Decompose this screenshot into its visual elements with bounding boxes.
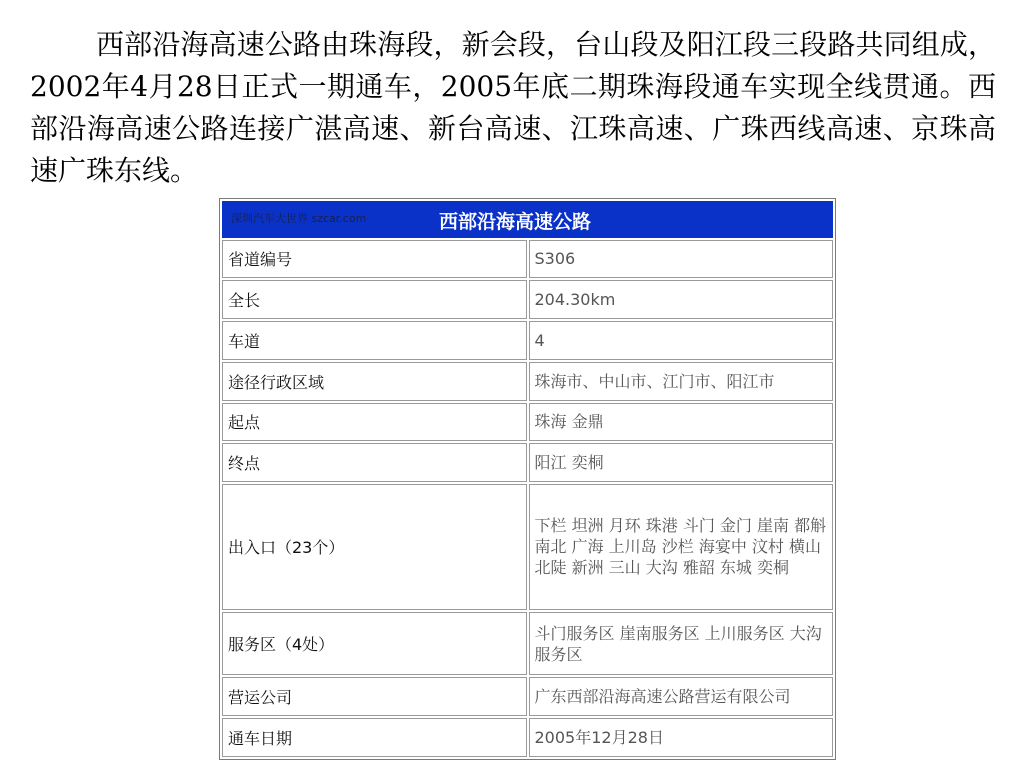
row-label-length: 全长 xyxy=(222,280,527,319)
row-label-regions: 途径行政区域 xyxy=(222,362,527,401)
intro-paragraph: 西部沿海高速公路由珠海段，新会段，台山段及阳江段三段路共同组成，2002年4月28日正式一期通车，2005年底二期珠海段通车实现全线贯通。西部沿海高速公路连接广湛高速、新台高速、江珠高速、广珠西线高速、京珠高速广珠东线。 xyxy=(30,28,996,187)
row-value-start: 珠海 金鼎 xyxy=(529,403,834,442)
row-label-end: 终点 xyxy=(222,443,527,482)
row-label-open-date: 通车日期 xyxy=(222,718,527,757)
row-value-regions: 珠海市、中山市、江门市、阳江市 xyxy=(529,362,834,401)
infobox-table xyxy=(220,199,835,759)
table-row xyxy=(222,362,833,401)
row-value-end: 阳江 奕桐 xyxy=(529,443,834,482)
table-row xyxy=(222,677,833,716)
row-value-open-date: 2005年12月28日 xyxy=(529,718,834,757)
infobox-header xyxy=(222,201,833,238)
table-row xyxy=(222,240,833,279)
table-row xyxy=(222,403,833,442)
table-row xyxy=(222,718,833,757)
row-value-road-number: S306 xyxy=(529,240,834,279)
watermark-text: 深圳汽车大世界 szcar.com xyxy=(231,212,367,225)
row-label-operator: 营运公司 xyxy=(222,677,527,716)
row-value-exits: 下栏 坦洲 月环 珠港 斗门 金门 崖南 都斛 南北 广海 上川岛 沙栏 海宴中 汶村 横山 北陡 新洲 三山 大沟 雅韶 东城 奕桐 xyxy=(529,484,834,610)
highway-infobox xyxy=(219,198,836,760)
row-value-service-areas: 斗门服务区 崖南服务区 上川服务区 大沟服务区 xyxy=(529,612,834,676)
row-label-start: 起点 xyxy=(222,403,527,442)
infobox-header-row xyxy=(222,201,833,238)
table-row xyxy=(222,443,833,482)
table-row xyxy=(222,321,833,360)
row-label-service-areas: 服务区（4处） xyxy=(222,612,527,676)
table-row xyxy=(222,612,833,676)
row-value-operator: 广东西部沿海高速公路营运有限公司 xyxy=(529,677,834,716)
row-value-lanes: 4 xyxy=(529,321,834,360)
table-row xyxy=(222,280,833,319)
row-label-exits: 出入口（23个） xyxy=(222,484,527,610)
row-value-length: 204.30km xyxy=(529,280,834,319)
table-row xyxy=(222,484,833,610)
infobox-title: 西部沿海高速公路 xyxy=(439,211,592,233)
row-label-lanes: 车道 xyxy=(222,321,527,360)
row-label-road-number: 省道编号 xyxy=(222,240,527,279)
